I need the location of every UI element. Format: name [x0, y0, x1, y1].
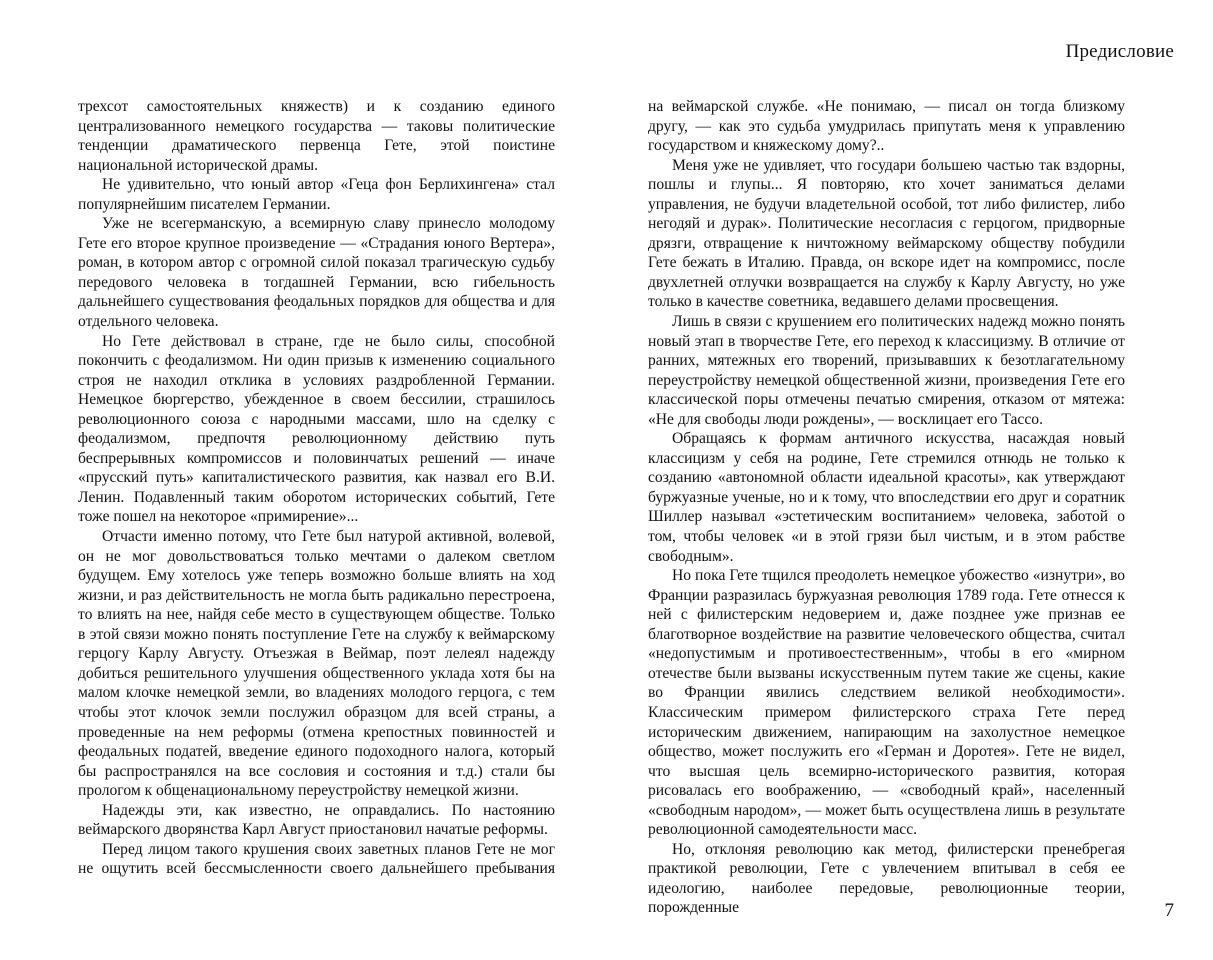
paragraph: Не удивительно, что юный автор «Геца фон Берлихингена» стал популярнейшим писателем Германии. — [78, 176, 555, 213]
right-text-column — [648, 97, 1125, 918]
paragraph: Лишь в связи с крушением его политических надежд можно понять новый этап в творчестве Гете, его переход к классицизму. В отличие от ранних, мятежных его творений, призывавших к безотлагательному переустройству немецкой общественной жизни, произведения Гете его классической поры отмечены печатью смирения, отказом от мятежа: «Не для свободы люди рождены», — восклицает его Тассо. — [648, 313, 1125, 428]
paragraph: Но, отклоняя революцию как метод, филистерски пренебрегая практикой революции, Гете с увлечением впитывал в себя ее идеологию, наиболее передовые, революционные теории, порожденные — [648, 840, 1125, 917]
left-text-column — [78, 97, 555, 879]
paragraph: Но пока Гете тщился преодолеть немецкое убожество «изнутри», во Франции разразилась буржуазная революция 1789 года. Гете отнесся к ней с филистерским недоверием и, даже позднее уже признав ее благотворное воздействие на развитие человеческого общества, считал «недопустимым и противоестественным», чтобы в его «мирном отечестве были вызваны искусственным путем такие же сцены, какие во Франции явились следствием великой необходимости». Классическим примером филистерского страха Гете перед историческим движением, напирающим на захолустное немецкое общество, может послужить его «Герман и Доротея». Гете не видел, что высшая цель всемирно-исторического развития, которая рисовалась его воображению, — «свободный край», населенный «свободным народом», — может быть осуществлена лишь в результате революционной самодеятельности масс. — [648, 567, 1125, 839]
paragraph: Отчасти именно потому, что Гете был натурой активной, волевой, он не мог довольствоваться только мечтами о далеком светлом будущем. Ему хотелось уже теперь возможно больше влиять на ход жизни, и раз действительность не могла быть радикально перестроена, то влиять на нее, найдя себе место в существующем обществе. Только в этой связи можно понять поступление Гете на службу к веймарскому герцогу Карлу Августу. Отъезжая в Веймар, поэт лелеял надежду добиться решительного улучшения общественного уклада хотя бы на малом клочке немецкой земли, во владениях молодого герцога, с тем чтобы этот клочок земли послужил образцом для всей страны, а проведенные на нем реформы (отмена крепостных повинностей и феодальных податей, введение единого подоходного налога, который бы распространялся на все сословия и состояния и т.д.) стали бы прологом к общенациональному переустройству немецкой жизни. — [78, 528, 555, 800]
paragraph: Уже не всегерманскую, а всемирную славу принесло молодому Гете его второе крупное произведение — «Страдания юного Вертера», роман, в котором автор с огромной силой показал трагическую судьбу передового человека в тогдашней Германии, всю гибельность дальнейшего существования феодальных порядков для общества и для отдельного человека. — [78, 215, 555, 331]
paragraph: на веймарской службе. «Не понимаю, — писал он тогда близкому другу, — как это судьба умудрилась припутать меня к управлению государством и княжескому дому?.. — [648, 98, 1125, 155]
paragraph: трехсот самостоятельных княжеств) и к созданию единого централизованного немецкого государства — таковы политические тенденции драматического первенца Гете, этой поистине национальной исторической драмы. — [78, 98, 555, 174]
paragraph: Надежды эти, как известно, не оправдались. По настоянию веймарского дворянства Карл Август приостановил начатые реформы. — [78, 801, 555, 839]
paragraph: Меня уже не удивляет, что государи большею частью так вздорны, пошлы и глупы... Я повторяю, кто хочет заниматься делами управления, не будучи владетельной особой, тот либо филистер, либо негодяй и дурак». Политические несогласия с герцогом, придворные дрязги, отвращение к ничтожному веймарскому обществу побудили Гете бежать в Италию. Правда, он вскоре идет на компромисс, после двухлетней отлучки возвращается на службу к Карлу Августу, но уже только в качестве советника, ведавшего делами просвещения. — [648, 156, 1125, 311]
paragraph: Обращаясь к формам античного искусства, насаждая новый классицизм у себя на родине, Гете стремился отнюдь не только к созданию «автономной области идеальной красоты», как утверждают буржуазные ученые, но и к тому, что впоследствии его друг и соратник Шиллер называл «эстетическим воспитанием» человека, заботой о том, чтобы человек «и в этой грязи был чистым, и в этом рабстве свободным». — [648, 430, 1125, 565]
page-number: 7 — [1164, 900, 1174, 921]
paragraph: Перед лицом такого крушения своих заветных планов Гете не мог не ощутить всей бессмысленности своего дальнейшего пребывания — [78, 840, 555, 878]
running-header-title: Предисловие — [1065, 41, 1174, 62]
paragraph: Но Гете действовал в стране, где не было силы, способной покончить с феодализмом. Ни один призыв к изменению социального строя не находил отклика в условиях раздробленной Германии. Немецкое бюргерство, убежденное в своем бессилии, страшилось революционного союза с народными массами, шло на сделку с феодализмом, предпочтя революционному действию путь беспрерывных компромиссов и половинчатых решений — иначе «прусский путь» капиталистического развития, как назвал его В.И. Ленин. Подавленный таким оборотом исторических событий, Гете тоже пошел на некоторое «примирение»... — [78, 332, 555, 526]
